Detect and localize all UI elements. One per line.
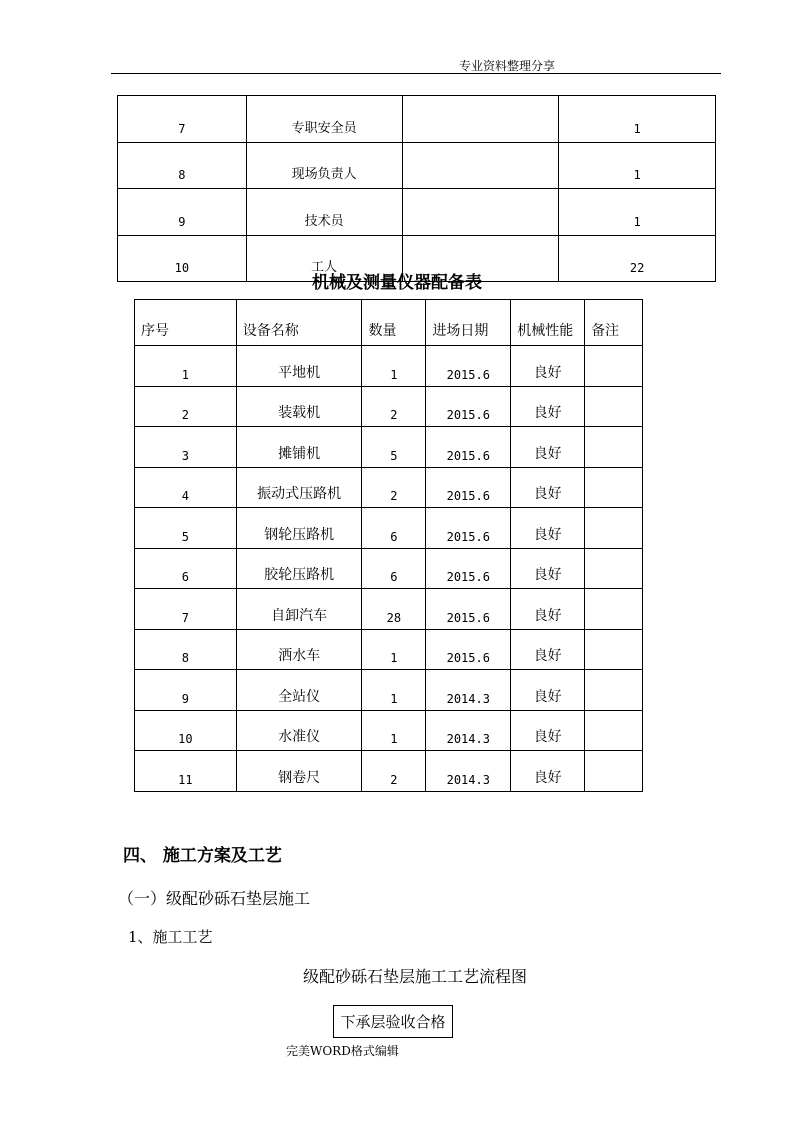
equip-condition-cell: 良好 [511, 751, 585, 792]
equipment-table-row [135, 710, 643, 751]
equip-note-cell [585, 386, 643, 427]
equipment-table-row [135, 670, 643, 711]
equip-date-cell: 2015.6 [426, 386, 511, 427]
equipment-table-header-row [135, 300, 643, 346]
equip-note-cell [585, 508, 643, 549]
equipment-table-row [135, 629, 643, 670]
staff-role-cell: 技术员 [246, 189, 402, 236]
equip-note-cell [585, 346, 643, 387]
header-cell-note: 备注 [585, 300, 643, 346]
header-cell-date: 进场日期 [426, 300, 511, 346]
staff-note-cell [402, 142, 559, 189]
equipment-table-row [135, 346, 643, 387]
equip-name-cell: 胶轮压路机 [236, 548, 362, 589]
equip-qty-cell: 6 [362, 508, 426, 549]
equip-date-cell: 2015.6 [426, 548, 511, 589]
equip-name-cell: 装载机 [236, 386, 362, 427]
staff-note-cell [402, 189, 559, 236]
equip-date-cell: 2015.6 [426, 589, 511, 630]
equip-note-cell [585, 467, 643, 508]
equip-date-cell: 2014.3 [426, 751, 511, 792]
staff-table-row [118, 189, 716, 236]
equip-condition-cell: 良好 [511, 589, 585, 630]
equip-condition-cell: 良好 [511, 386, 585, 427]
equip-qty-cell: 1 [362, 710, 426, 751]
staff-no-cell: 7 [118, 96, 247, 143]
equip-name-cell: 钢卷尺 [236, 751, 362, 792]
staff-table-row [118, 96, 716, 143]
staff-table [117, 95, 716, 282]
equip-name-cell: 水准仪 [236, 710, 362, 751]
staff-role-cell: 工人 [246, 235, 402, 282]
staff-no-cell: 9 [118, 189, 247, 236]
equip-condition-cell: 良好 [511, 427, 585, 468]
equip-no-cell: 6 [135, 548, 237, 589]
equip-date-cell: 2015.6 [426, 427, 511, 468]
equip-no-cell: 7 [135, 589, 237, 630]
equip-date-cell: 2015.6 [426, 508, 511, 549]
equip-no-cell: 1 [135, 346, 237, 387]
equip-no-cell: 10 [135, 710, 237, 751]
equip-qty-cell: 1 [362, 629, 426, 670]
equipment-table [134, 299, 643, 792]
equip-name-cell: 自卸汽车 [236, 589, 362, 630]
staff-table-row [118, 142, 716, 189]
equip-condition-cell: 良好 [511, 467, 585, 508]
equip-condition-cell: 良好 [511, 508, 585, 549]
equip-name-cell: 振动式压路机 [236, 467, 362, 508]
equipment-table-row [135, 508, 643, 549]
subsection-heading: （一）级配砂砾石垫层施工 [118, 889, 311, 908]
staff-note-cell [402, 96, 559, 143]
equipment-table-row [135, 427, 643, 468]
equip-date-cell: 2015.6 [426, 346, 511, 387]
equip-condition-cell: 良好 [511, 548, 585, 589]
equip-qty-cell: 5 [362, 427, 426, 468]
equip-qty-cell: 28 [362, 589, 426, 630]
equip-condition-cell: 良好 [511, 670, 585, 711]
header-cell-qty: 数量 [362, 300, 426, 346]
equipment-table-row [135, 589, 643, 630]
equip-name-cell: 洒水车 [236, 629, 362, 670]
equip-date-cell: 2014.3 [426, 710, 511, 751]
equip-condition-cell: 良好 [511, 710, 585, 751]
equip-qty-cell: 2 [362, 751, 426, 792]
equipment-table-row [135, 548, 643, 589]
staff-count-cell: 1 [559, 142, 716, 189]
equipment-table-row [135, 467, 643, 508]
equip-note-cell [585, 710, 643, 751]
equip-no-cell: 5 [135, 508, 237, 549]
equipment-table-title: 机械及测量仪器配备表 [312, 273, 482, 293]
staff-role-cell: 现场负责人 [246, 142, 402, 189]
flowchart-box: 下承层验收合格 [333, 1005, 453, 1038]
staff-no-cell: 8 [118, 142, 247, 189]
header-cell-no: 序号 [135, 300, 237, 346]
equip-no-cell: 11 [135, 751, 237, 792]
equipment-table-row [135, 386, 643, 427]
header-divider [111, 73, 721, 74]
equip-name-cell: 摊铺机 [236, 427, 362, 468]
section-heading: 四、 施工方案及工艺 [123, 846, 282, 866]
equip-note-cell [585, 629, 643, 670]
header-cell-condition: 机械性能 [511, 300, 585, 346]
equip-condition-cell: 良好 [511, 629, 585, 670]
equip-date-cell: 2015.6 [426, 629, 511, 670]
equip-note-cell [585, 427, 643, 468]
equip-note-cell [585, 751, 643, 792]
equip-date-cell: 2015.6 [426, 467, 511, 508]
equip-no-cell: 2 [135, 386, 237, 427]
equip-name-cell: 钢轮压路机 [236, 508, 362, 549]
item-heading: 1、施工工艺 [128, 928, 213, 946]
equip-condition-cell: 良好 [511, 346, 585, 387]
equip-no-cell: 3 [135, 427, 237, 468]
equip-note-cell [585, 548, 643, 589]
equip-name-cell: 全站仪 [236, 670, 362, 711]
staff-count-cell: 1 [559, 189, 716, 236]
staff-role-cell: 专职安全员 [246, 96, 402, 143]
equip-qty-cell: 1 [362, 346, 426, 387]
equip-no-cell: 4 [135, 467, 237, 508]
staff-count-cell: 1 [559, 96, 716, 143]
page-header-text: 专业资料整理分享 [459, 59, 556, 73]
equip-qty-cell: 2 [362, 386, 426, 427]
equip-no-cell: 8 [135, 629, 237, 670]
equip-note-cell [585, 670, 643, 711]
equip-date-cell: 2014.3 [426, 670, 511, 711]
equip-qty-cell: 6 [362, 548, 426, 589]
equip-note-cell [585, 589, 643, 630]
staff-no-cell: 10 [118, 235, 247, 282]
equip-name-cell: 平地机 [236, 346, 362, 387]
flowchart-title: 级配砂砾石垫层施工工艺流程图 [302, 967, 527, 986]
staff-count-cell: 22 [559, 235, 716, 282]
header-cell-name: 设备名称 [236, 300, 362, 346]
equip-no-cell: 9 [135, 670, 237, 711]
page-footer-text: 完美WORD格式编辑 [286, 1044, 399, 1058]
equipment-table-row [135, 751, 643, 792]
equip-qty-cell: 2 [362, 467, 426, 508]
equip-qty-cell: 1 [362, 670, 426, 711]
